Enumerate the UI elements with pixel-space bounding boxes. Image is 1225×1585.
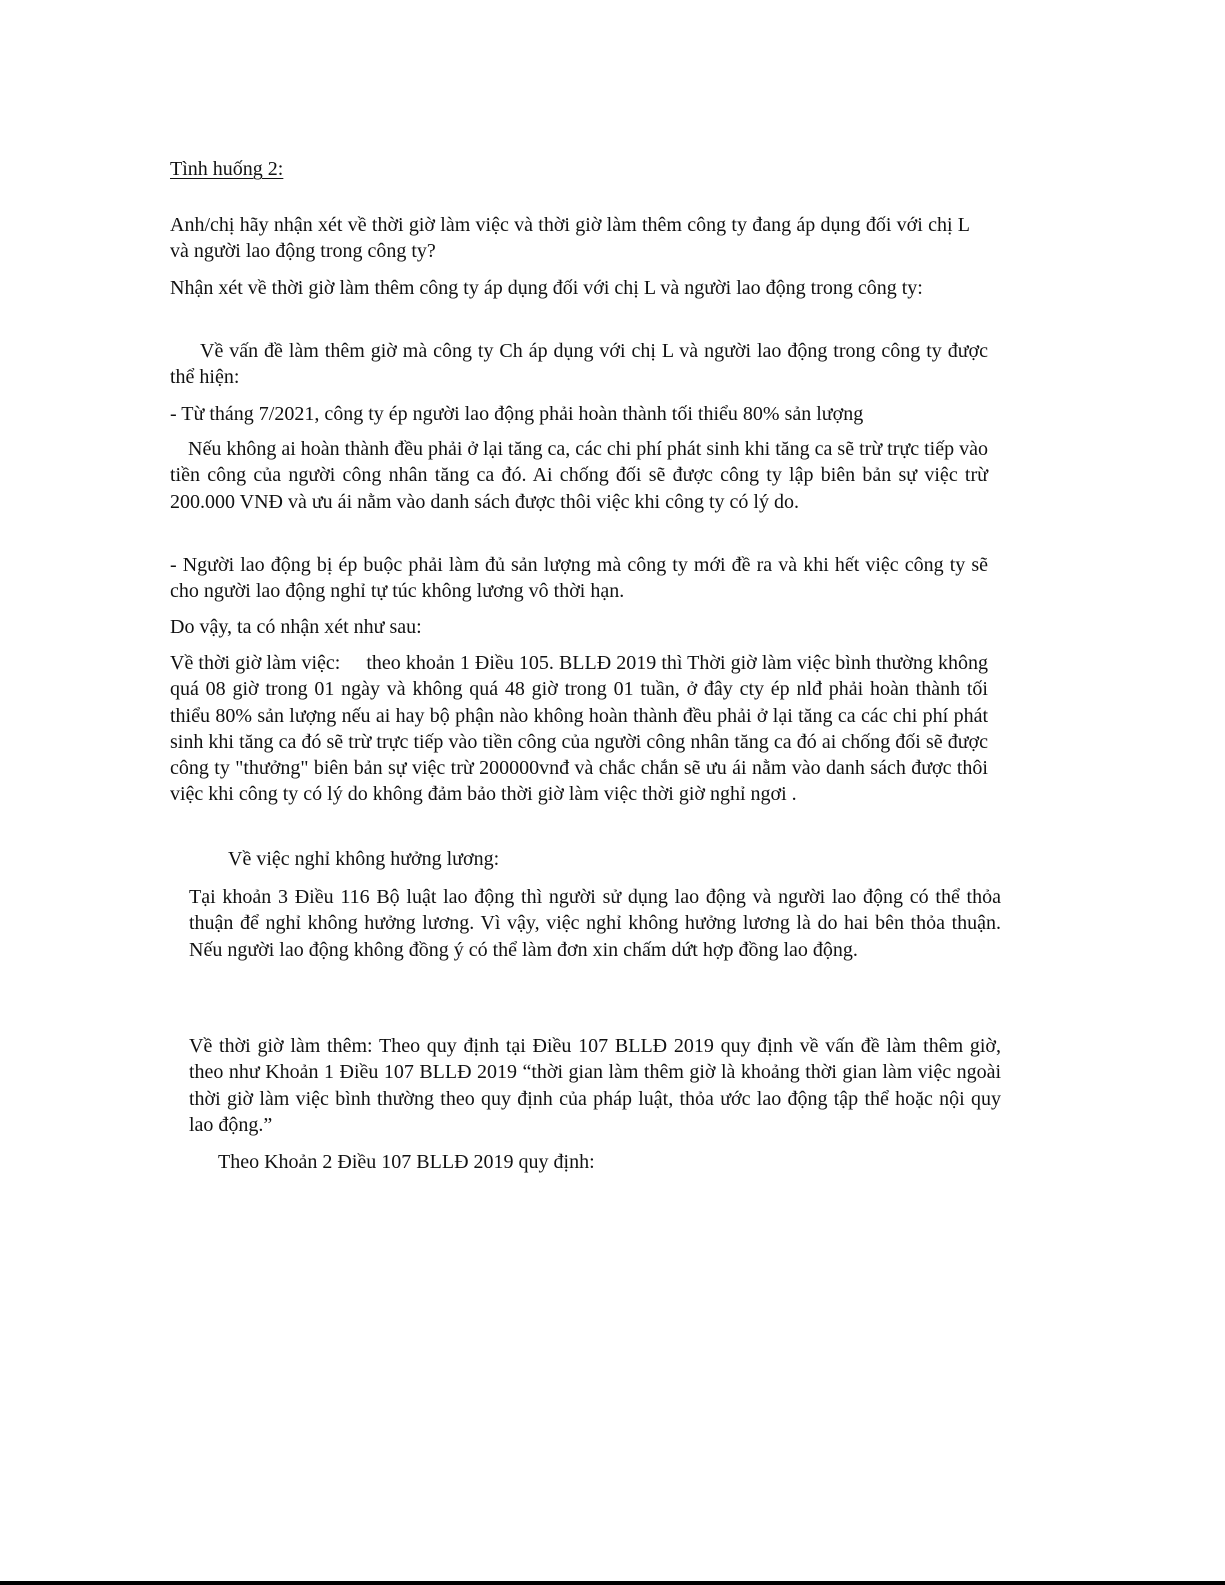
intro-paragraph: Nhận xét về thời giờ làm thêm công ty áp dụng đối với chị L và người lao động trong công ty: [170, 277, 923, 299]
section-heading: Tình huống 2: [170, 158, 284, 180]
working-time-text: theo khoản 1 Điều 105. BLLĐ 2019 thì Thời giờ làm việc bình thường không quá 08 giờ trong 01 ngày và không quá 48 giờ trong 01 tuần, ở đây cty ép nlđ phải hoàn thành tối thiểu 80% sản lượng nếu ai hay bộ phận nào không hoàn thành đều phải ở lại tăng ca các chi phí phát sinh khi tăng ca đó sẽ trừ trực tiếp vào tiền công của người công nhân tăng ca đó ai chống đối sẽ được công ty "thưởng" biên bản sự việc trừ 200000vnđ và chắc chắn sẽ ưu ái nằm vào danh sách được thôi việc khi công ty có lý do không đảm bảo thời giờ làm việc thời giờ nghỉ ngơi . [170, 652, 989, 806]
bullet-2: - Người lao động bị ép buộc phải làm đủ sản lượng mà công ty mới đề ra và khi hết việc công ty sẽ cho người lao động nghỉ tự túc không lương vô thời hạn. [170, 554, 988, 603]
bullet-1-continuation: Nếu không ai hoàn thành đều phải ở lại tăng ca, các chi phí phát sinh khi tăng ca sẽ trừ trực tiếp vào tiền công của người công nhân tăng ca đó. Ai chống đối sẽ được công ty lập biên bản sự việc trừ 200.000 VNĐ và ưu ái nằm vào danh sách được thôi việc khi công ty có lý do. [170, 438, 988, 513]
page-bottom-border [0, 1581, 1225, 1585]
overtime-intro-paragraph: Về vấn đề làm thêm giờ mà công ty Ch áp dụng với chị L và người lao động trong công ty được thể hiện: [170, 340, 988, 389]
clause-2-line: Theo Khoản 2 Điều 107 BLLĐ 2019 quy định: [218, 1151, 595, 1173]
question-paragraph: Anh/chị hãy nhận xét về thời giờ làm việc và thời giờ làm thêm công ty đang áp dụng đối với chị L và người lao động trong công ty? [170, 214, 970, 263]
unpaid-leave-paragraph: Tại khoản 3 Điều 116 Bộ luật lao động thì người sử dụng lao động và người lao động có thể thỏa thuận để nghỉ không hưởng lương. Vì vậy, việc nghỉ không hưởng lương là do hai bên thỏa thuận. Nếu người lao động không đồng ý có thể làm đơn xin chấm dứt hợp đồng lao động. [189, 886, 1001, 961]
unpaid-leave-heading: Về việc nghỉ không hưởng lương: [228, 848, 500, 870]
working-time-paragraph [170, 650, 988, 808]
overtime-paragraph: Về thời giờ làm thêm: Theo quy định tại Điều 107 BLLĐ 2019 quy định về vấn đề làm thêm giờ, theo như Khoản 1 Điều 107 BLLĐ 2019 “thời gian làm thêm giờ là khoảng thời gian làm việc ngoài thời giờ làm việc bình thường theo quy định của pháp luật, thỏa ước lao động tập thể hoặc nội quy lao động.” [189, 1035, 1001, 1136]
conclusion-intro: Do vậy, ta có nhận xét như sau: [170, 616, 422, 638]
bullet-1: - Từ tháng 7/2021, công ty ép người lao động phải hoàn thành tối thiểu 80% sản lượng [170, 403, 864, 425]
working-time-label: Về thời giờ làm việc: [170, 652, 341, 674]
